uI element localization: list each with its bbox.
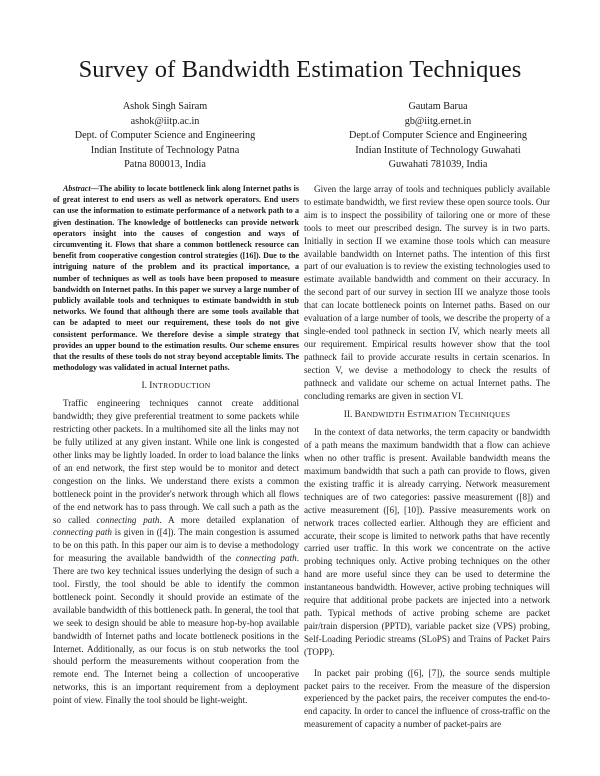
paper-title: Survey of Bandwidth Estimation Techniques — [78, 56, 522, 83]
intro-emphasis-1: connecting path — [96, 514, 160, 525]
intro-paragraph — [53, 397, 299, 707]
author-city: Guwahati 781039, India — [388, 159, 488, 170]
bandwidth-definition-paragraph: In the context of data networks, the term capacity or bandwidth of a path means the maximum bandwidth that a flow can achieve when no other traffic is present. Available bandwidth means the maximum bandwidth that such a path can provide to flows, given the existing traffic it is already carrying. Network measurement techniques are of two categories: passive measurement ([8]) and active measurement ([6], [10]). Passive measurements work on network traces collected earlier. Although they are efficient and accurate, their scope is limited to network paths that have recently carried user traffic. In this work we concentrate on the active probing techniques only. Active probing techniques on the other hand are more useful since they can be used to determine the instantaneous bandwidth. However, active probing techniques will require that additional probe packets are injected into a network path. Typical methods of active probing scheme are packet pair/train dispersion (PPTD), variable packet size (VPS) probing, Self-Loading Periodic streams (SLoPS) and Trains of Packet Pairs (TOPP). — [304, 427, 550, 657]
intro-text-2: . A more detailed explanation of — [159, 514, 300, 525]
abstract-text: —The ability to locate bottleneck link along Internet paths is of great interest to end users as well as network operators. End users can use the information to estimate performance of a network path to a given destination. The knowledge of bottlenecks can provide network operators insight into the causes of congestion and ways of circumventing it. Flows that share a common bottleneck resource can benefit from cooperative congestion control strategies ([16]). Due to the intriguing nature of the problem and its practical importance, a number of techniques as well as tools have been proposed to measure bandwidth on Internet paths. In this paper we survey a large number of publicly available tools and techniques to estimate bandwidth in stub networks. We found that although there are some tools available that can be adapted to meet our requirement, these tools do not give consistent performance. We therefore devise a simple strategy that provides an upper bound to the estimation results. Our scheme ensures that the results of these tools do not stray beyond acceptable limits. The methodology was validated in actual Internet paths. — [53, 184, 299, 373]
left-column — [53, 183, 299, 707]
section-title-initial: E — [407, 410, 413, 421]
author-institute: Indian Institute of Technology Patna — [90, 144, 240, 156]
author-institute: Indian Institute of Technology Guwahati — [355, 144, 521, 156]
intro-emphasis-2: connecting path — [53, 527, 112, 538]
author-block-2 — [303, 100, 573, 173]
section-title-rest: STIMATION — [413, 410, 459, 420]
section-number: I. — [141, 381, 150, 392]
section-number: II. — [343, 410, 355, 421]
author-email: gb@iitg.ernet.in — [404, 115, 472, 127]
intro-text-1: Traffic engineering techniques cannot create additional bandwidth; they give preferential treatment to some packets while restricting other packets. In a multihomed site all the links may not be fully utilized at any given instant. While one link is congested other links may be lightly loaded. In order to load balance the links of an end network, the first step would be to monitor and detect congestion on the links. We understand there exists a common bottleneck point in the provider's network through which all flows of the end network has to pass through. We call such a path as the so called — [53, 398, 299, 525]
intro-text-4: . There are two key technical issues underlying the design of such a tool. Firstly, the tool should be able to identify the common bottleneck point. Secondly it should provide an estimate of the available bandwidth of this bottleneck path. In general, the tool that we seek to design should be able to measure hop-by-hop available bandwidth of Internet paths and locate bottleneck positions in the Internet. Additionally, as our focus is on stub networks the tool should perform the measurements without cooperation from the remote end. The Internet being a collection of uncooperative networks, this is an important requirement from a deployment point of view. Finally the tool should be light-weight. — [53, 553, 299, 706]
intro-emphasis-3: connecting path — [235, 553, 297, 564]
author-name: Ashok Singh Sairam — [122, 101, 208, 112]
section-heading-introduction — [53, 380, 299, 393]
section-title-initial: T — [458, 410, 465, 421]
abstract-label: Abstract — [63, 184, 91, 193]
abstract — [53, 183, 299, 373]
author-dept: Dept.of Computer Science and Engineering — [349, 130, 527, 141]
author-name: Gautam Barua — [408, 101, 468, 112]
section-title-initial: B — [354, 410, 361, 421]
packet-pair-paragraph: In packet pair probing ([6], [7]), the source sends multiple packet pairs to the receiver. From the measure of the dispersion experienced by the packet pairs, the receiver computes the end-to-end capacity. In order to cancel the influence of cross-traffic on the measurement of capacity a number of packet-pairs are — [304, 667, 550, 730]
section-title-rest: ANDWIDTH — [360, 410, 408, 420]
author-block-1 — [30, 100, 300, 173]
author-dept: Dept. of Computer Science and Engineering — [74, 130, 256, 141]
section-title-rest: ECHNIQUES — [464, 410, 511, 420]
section-title-initial: I — [149, 381, 153, 392]
author-email: ashok@iitp.ac.in — [130, 115, 200, 127]
section-title-rest: NTRODUCTION — [152, 381, 211, 391]
author-city: Patna 800013, India — [124, 159, 206, 170]
intro-text-3: is given in ([4]). The main congestion is assumed to be on this path. In this paper our aim is to devise a methodology for measuring the available bandwidth of the — [53, 527, 299, 564]
section-heading-bandwidth-estimation — [304, 409, 550, 422]
survey-overview-paragraph: Given the large array of tools and techniques publicly available to estimate bandwidth, we first review these open source tools. Our aim is to inspect the possibility of tailoring one or more of these tools to meet our prescribed design. The survey is in two parts. Initially in section II we examine those tools which can measure available bandwidth on Internet paths. The intention of this first part of our evaluation is to review the existing technologies used to estimate available bandwidth and comment on their accuracy. In the second part of our survey in section III we analyze those tools that can locate bottleneck points on Internet paths. Based on our evaluation of a large number of tools, we describe the property of a single-ended tool pathneck in section IV, which nearly meets all our requirement. Empirical results however show that the tool pathneck fail to provide accurate results in certain scenarios. In section V, we devise a methodology to check the results of pathneck and validate our scheme on actual Internet paths. The concluding remarks are given in section VI. — [304, 184, 550, 401]
right-column — [304, 183, 550, 731]
